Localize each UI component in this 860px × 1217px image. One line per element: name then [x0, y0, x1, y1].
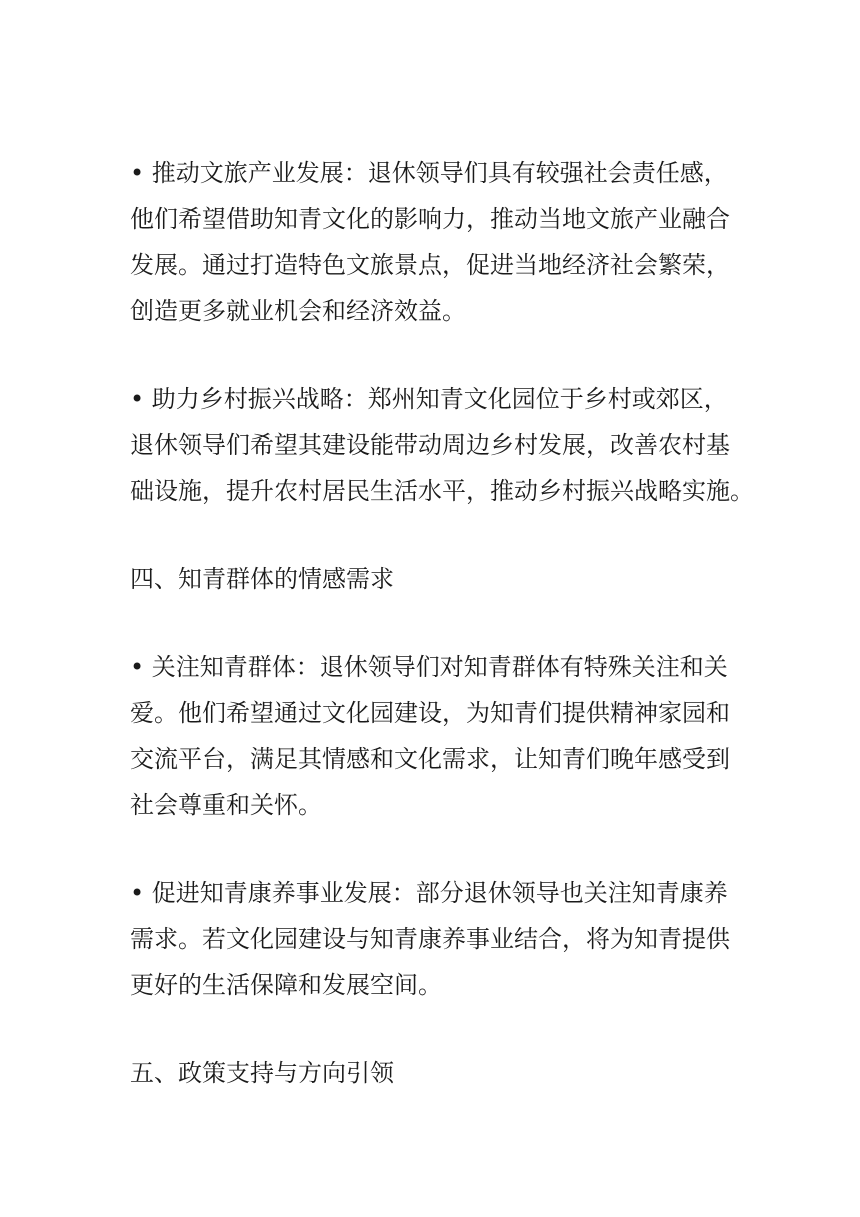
- text-line: 创造更多就业机会和经济效益。: [130, 297, 466, 325]
- bullet-paragraph-care-for-youth: [130, 644, 740, 828]
- bullet-paragraph-rural-revitalization: [130, 376, 754, 514]
- text-line: 他们希望借助知青文化的影响力，推动当地文旅产业融合: [130, 205, 730, 233]
- text-line: 更好的生活保障和发展空间。: [130, 971, 442, 999]
- text-line: 交流平台，满足其情感和文化需求，让知青们晚年感受到: [130, 745, 730, 773]
- text-line: 退休领导们希望其建设能带动周边乡村发展，改善农村基: [130, 431, 730, 459]
- section-heading-5: 五、政策支持与方向引领: [130, 1059, 394, 1087]
- text-line: 社会尊重和关怀。: [130, 791, 322, 819]
- text-line: 发展。通过打造特色文旅景点，促进当地经济社会繁荣，: [130, 251, 730, 279]
- bullet-paragraph-tourism: [130, 150, 740, 334]
- text-line: 需求。若文化园建设与知青康养事业结合，将为知青提供: [130, 925, 730, 953]
- text-line: • 助力乡村振兴战略：郑州知青文化园位于乡村或郊区，: [130, 385, 728, 413]
- document-body: [130, 150, 754, 1138]
- text-line: • 推动文旅产业发展：退休领导们具有较强社会责任感，: [130, 159, 728, 187]
- bullet-paragraph-health-care: [130, 870, 740, 1008]
- text-line: • 关注知青群体：退休领导们对知青群体有特殊关注和关: [130, 653, 728, 681]
- text-line: 础设施，提升农村居民生活水平，推动乡村振兴战略实施。: [130, 477, 754, 505]
- text-line: 爱。他们希望通过文化园建设，为知青们提供精神家园和: [130, 699, 730, 727]
- section-heading-4: 四、知青群体的情感需求: [130, 565, 394, 593]
- text-line: • 促进知青康养事业发展：部分退休领导也关注知青康养: [130, 879, 728, 907]
